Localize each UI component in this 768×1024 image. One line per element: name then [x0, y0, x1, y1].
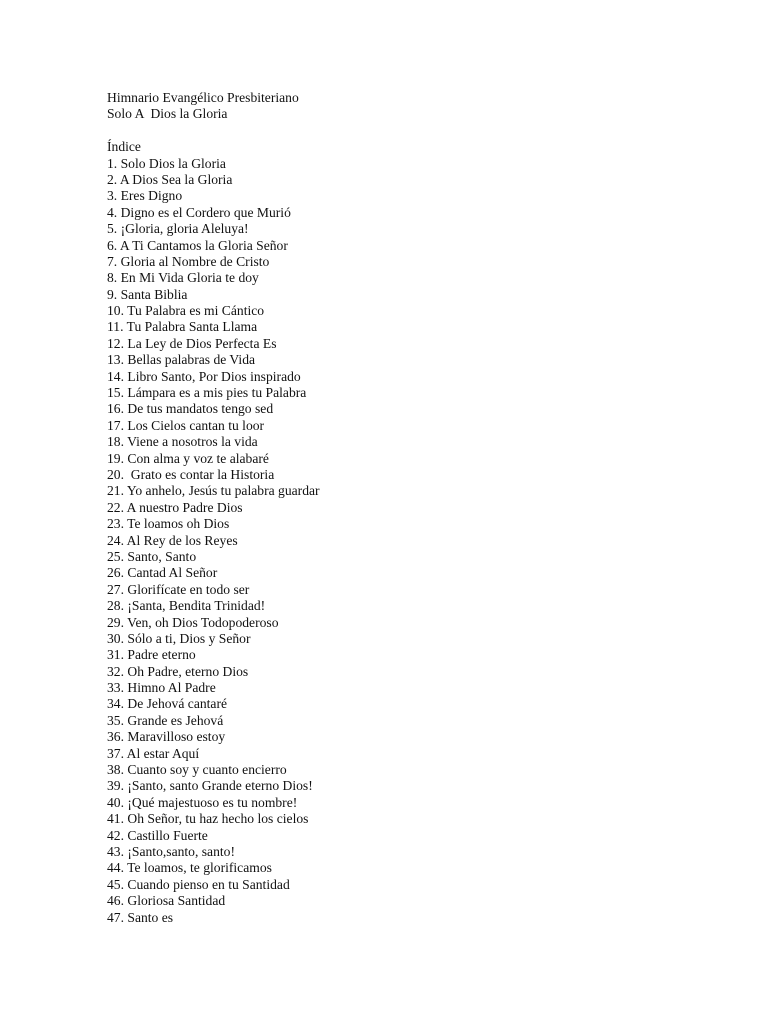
index-entry: 36. Maravilloso estoy: [107, 729, 226, 745]
index-entry: 37. Al estar Aquí: [107, 745, 200, 761]
index-entry: 3. Eres Digno: [107, 188, 183, 204]
index-entry: 7. Gloria al Nombre de Cristo: [107, 253, 270, 269]
index-entry: 33. Himno Al Padre: [107, 680, 216, 696]
index-entry: 9. Santa Biblia: [107, 286, 188, 302]
index-entry: 1. Solo Dios la Gloria: [107, 155, 226, 171]
index-entry: 13. Bellas palabras de Vida: [107, 352, 256, 368]
index-entry: 40. ¡Qué majestuoso es tu nombre!: [107, 794, 298, 810]
document-page: [107, 90, 727, 926]
index-entry: 47. Santo es: [107, 909, 174, 925]
index-entry: 4. Digno es el Cordero que Murió: [107, 204, 291, 220]
index-entry: 2. A Dios Sea la Gloria: [107, 171, 233, 187]
index-entry: 21. Yo anhelo, Jesús tu palabra guardar: [107, 483, 320, 499]
index-entry: 14. Libro Santo, Por Dios inspirado: [107, 368, 301, 384]
blank-line: [107, 123, 727, 139]
index-entry: 6. A Ti Cantamos la Gloria Señor: [107, 237, 288, 253]
index-entry: 44. Te loamos, te glorificamos: [107, 860, 272, 876]
index-entry: 5. ¡Gloria, gloria Aleluya!: [107, 221, 249, 237]
index-entry: 39. ¡Santo, santo Grande eterno Dios!: [107, 778, 313, 794]
index-entry: 24. Al Rey de los Reyes: [107, 532, 238, 548]
index-entry: 46. Gloriosa Santidad: [107, 893, 226, 909]
index-entry: 18. Viene a nosotros la vida: [107, 434, 258, 450]
index-entry: 20. Grato es contar la Historia: [107, 466, 275, 482]
index-entry: 19. Con alma y voz te alabaré: [107, 450, 269, 466]
index-entry: 8. En Mi Vida Gloria te doy: [107, 270, 259, 286]
index-entry: 12. La Ley de Dios Perfecta Es: [107, 335, 277, 351]
index-entry: 41. Oh Señor, tu haz hecho los cielos: [107, 811, 309, 827]
index-entry: 25. Santo, Santo: [107, 548, 197, 564]
index-entry: 26. Cantad Al Señor: [107, 565, 218, 581]
index-entry: 16. De tus mandatos tengo sed: [107, 401, 274, 417]
index-entry: 31. Padre eterno: [107, 647, 196, 663]
index-entry: 45. Cuando pienso en tu Santidad: [107, 876, 290, 892]
index-entry: 30. Sólo a ti, Dios y Señor: [107, 630, 251, 646]
index-entry: 34. De Jehová cantaré: [107, 696, 228, 712]
index-heading: Índice: [107, 139, 141, 155]
index-entry: 27. Glorifícate en todo ser: [107, 581, 250, 597]
index-entry: 29. Ven, oh Dios Todopoderoso: [107, 614, 279, 630]
index-entry: 10. Tu Palabra es mi Cántico: [107, 303, 265, 319]
hymnal-title: Himnario Evangélico Presbiteriano: [107, 90, 299, 105]
index-entry: 35. Grande es Jehová: [107, 712, 224, 728]
index-entry: 11. Tu Palabra Santa Llama: [107, 319, 258, 335]
index-entry: 17. Los Cielos cantan tu loor: [107, 417, 265, 433]
index-entry: 15. Lámpara es a mis pies tu Palabra: [107, 385, 307, 401]
index-entry: 23. Te loamos oh Dios: [107, 516, 230, 532]
index-entry: 32. Oh Padre, eterno Dios: [107, 663, 249, 679]
index-entry: 38. Cuanto soy y cuanto encierro: [107, 762, 287, 778]
index-entry: 28. ¡Santa, Bendita Trinidad!: [107, 598, 266, 614]
index-entry: 42. Castillo Fuerte: [107, 827, 208, 843]
index-entry: 43. ¡Santo,santo, santo!: [107, 843, 235, 859]
index-list: [107, 156, 727, 926]
index-entry: 22. A nuestro Padre Dios: [107, 499, 243, 515]
hymnal-subtitle: Solo A Dios la Gloria: [107, 106, 228, 122]
